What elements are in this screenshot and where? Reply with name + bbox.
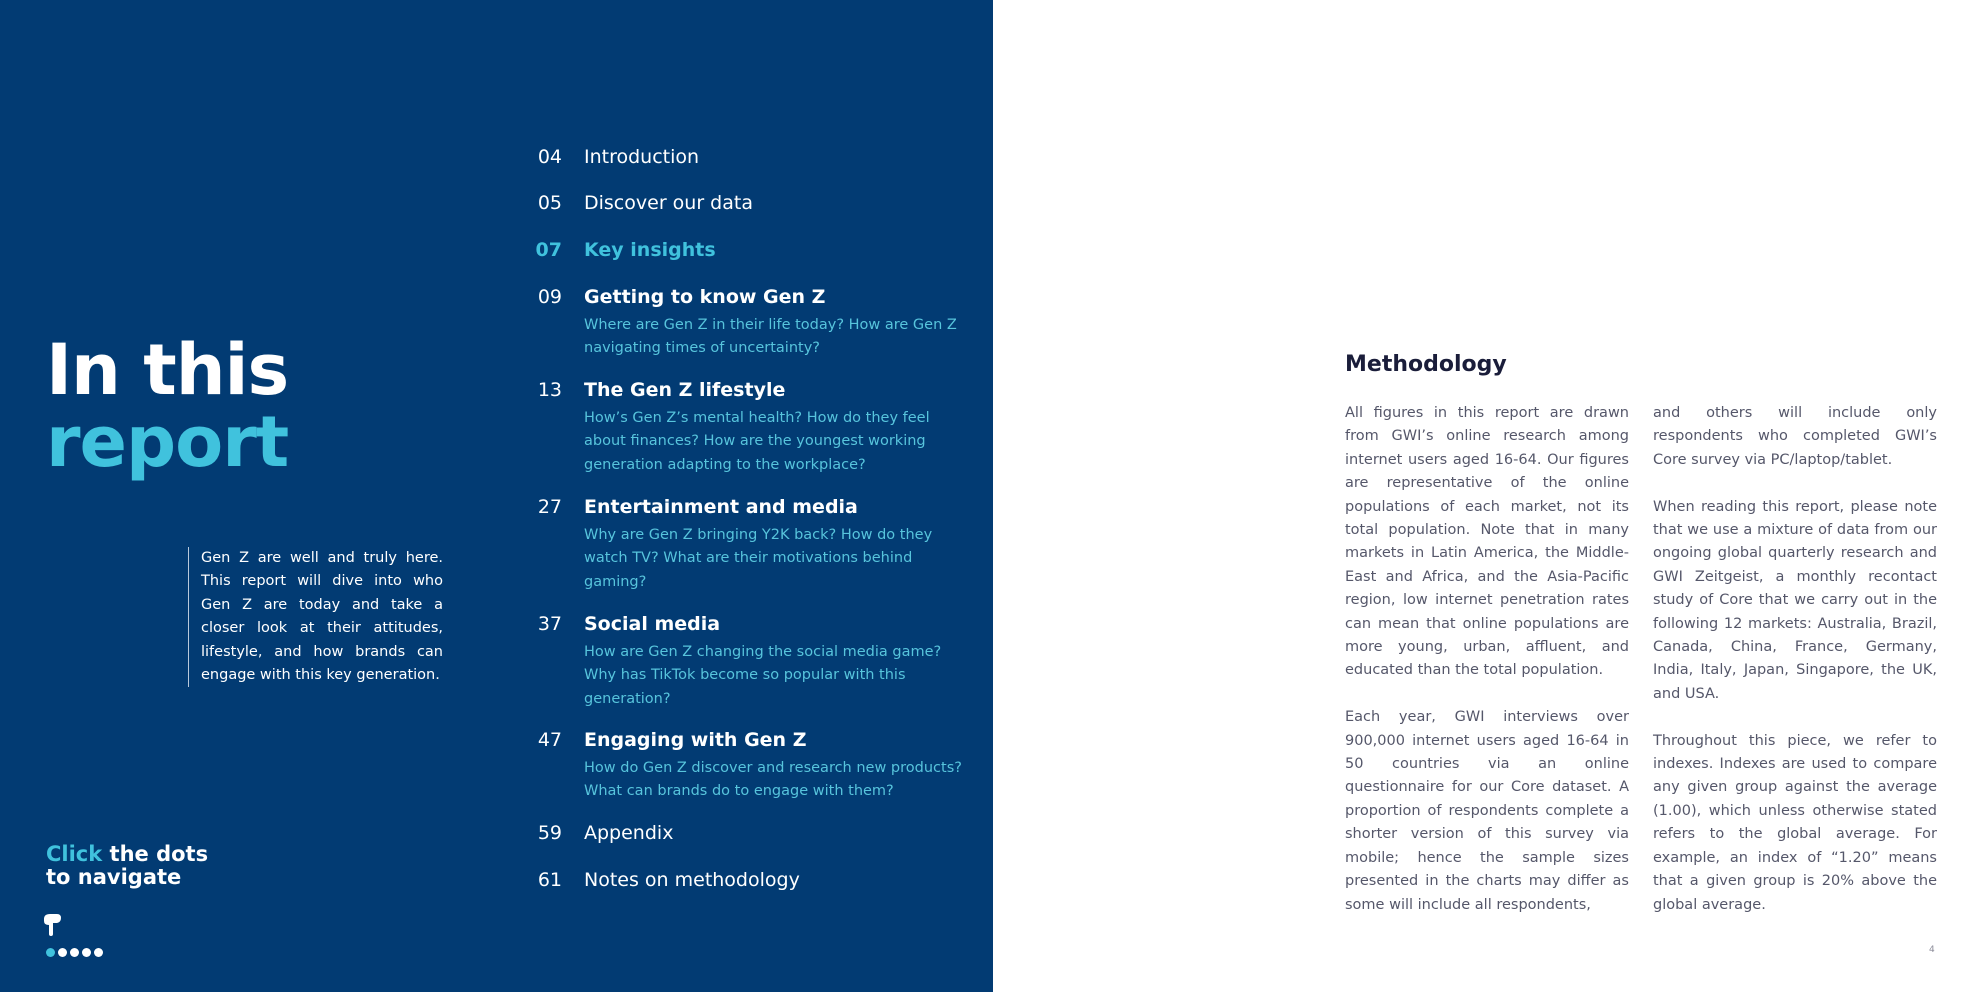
toc-page-number: 09 [537,286,562,308]
toc-title: Introduction [584,146,700,168]
methodology-page [993,0,1984,992]
nav-dot-4[interactable] [82,948,91,957]
navigation-hint [46,843,208,889]
toc-page-number: 61 [537,869,562,891]
toc-description: How’s Gen Z’s mental health? How do they feel about finances? How are the youngest working generation adapting to the workplace? [584,410,930,473]
toc-description: Where are Gen Z in their life today? How are Gen Z navigating times of uncertainty? [584,317,957,357]
toc-title: Social media [584,613,721,635]
toc-title: The Gen Z lifestyle [584,379,786,401]
methodology-paragraph: All figures in this report are drawn from GWI’s online research among internet users aged 16-64. Our figures are representative of the online populations of each market, not its total population. Note that in many markets in Latin America, the Middle-East and Africa, and the Asia-Pacific region, low internet penetration rates can mean that online populations are more young, urban, affluent, and educated than the total population. [1345,405,1629,679]
toc-title: Appendix [584,822,674,844]
navigation-hint-accent: Click [46,842,103,866]
intro-text: Gen Z are well and truly here. This report will dive into who Gen Z are today and take a closer look at their attitudes, lifestyle, and how brands can engage with this key generation. [188,547,443,687]
page-number: 4 [1929,945,1935,955]
nav-dot-2[interactable] [58,948,67,957]
methodology-column-2 [1653,402,1937,940]
toc-title: Notes on methodology [584,869,800,891]
methodology-paragraph: When reading this report, please note that we use a mixture of data from our ongoing global quarterly research and GWI Zeitgeist, a monthly recontact study of Core that we carry out in the following 12 markets: Australia, Brazil, Canada, China, France, Germany, India, Italy, Japan, Singapore, the UK, and USA. [1653,498,1937,702]
toc-page-number: 05 [537,192,562,214]
toc-title: Discover our data [584,192,753,214]
toc-title: Key insights [584,239,716,261]
toc-page-number: 13 [537,379,562,401]
methodology-paragraph: Throughout this piece, we refer to indexes. Indexes are used to compare any given group against the average (1.00), which unless otherwise stated refers to the global average. For example, an index of “1.20” means that a given group is 20% above the global average. [1653,732,1937,913]
nav-dot-1[interactable] [46,948,55,957]
navigation-hint-text: the dots [102,842,209,866]
toc-title: Engaging with Gen Z [584,729,807,751]
methodology-paragraph: and others will include only respondents who completed GWI’s Core survey via PC/laptop/tablet. [1653,405,1937,468]
page-title-line-1: In this [46,329,289,411]
methodology-column-1 [1345,402,1629,940]
toc-page-number: 27 [537,496,562,518]
dot-navigation [46,948,103,957]
navigation-hint-text-line-2: to navigate [46,865,182,889]
pointer-hand-icon [42,913,62,937]
toc-description: How are Gen Z changing the social media game? Why has TikTok become so popular with this generation? [584,644,942,707]
page-title-line-2: report [46,401,289,483]
toc-description: How do Gen Z discover and research new products? What can brands do to engage with them? [584,760,962,800]
toc-page-number: 07 [535,239,562,261]
toc-page-number: 59 [537,822,562,844]
methodology-title: Methodology [1345,352,1507,377]
page-title [46,329,289,483]
toc-description: Why are Gen Z bringing Y2K back? How do they watch TV? What are their motivations behind gaming? [584,527,933,590]
methodology-paragraph: Each year, GWI interviews over 900,000 internet users aged 16-64 in 50 countries via an online questionnaire for our Core dataset. A proportion of respondents complete a shorter version of this survey via mobile; hence the sample sizes presented in the charts may differ as some will include all respondents, [1345,709,1629,913]
toc-page-number: 04 [537,146,562,168]
nav-dot-5[interactable] [94,948,103,957]
nav-dot-3[interactable] [70,948,79,957]
toc-page-number: 47 [537,729,562,751]
toc-title: Getting to know Gen Z [584,286,826,308]
toc-title: Entertainment and media [584,496,858,518]
toc-page-number: 37 [537,613,562,635]
